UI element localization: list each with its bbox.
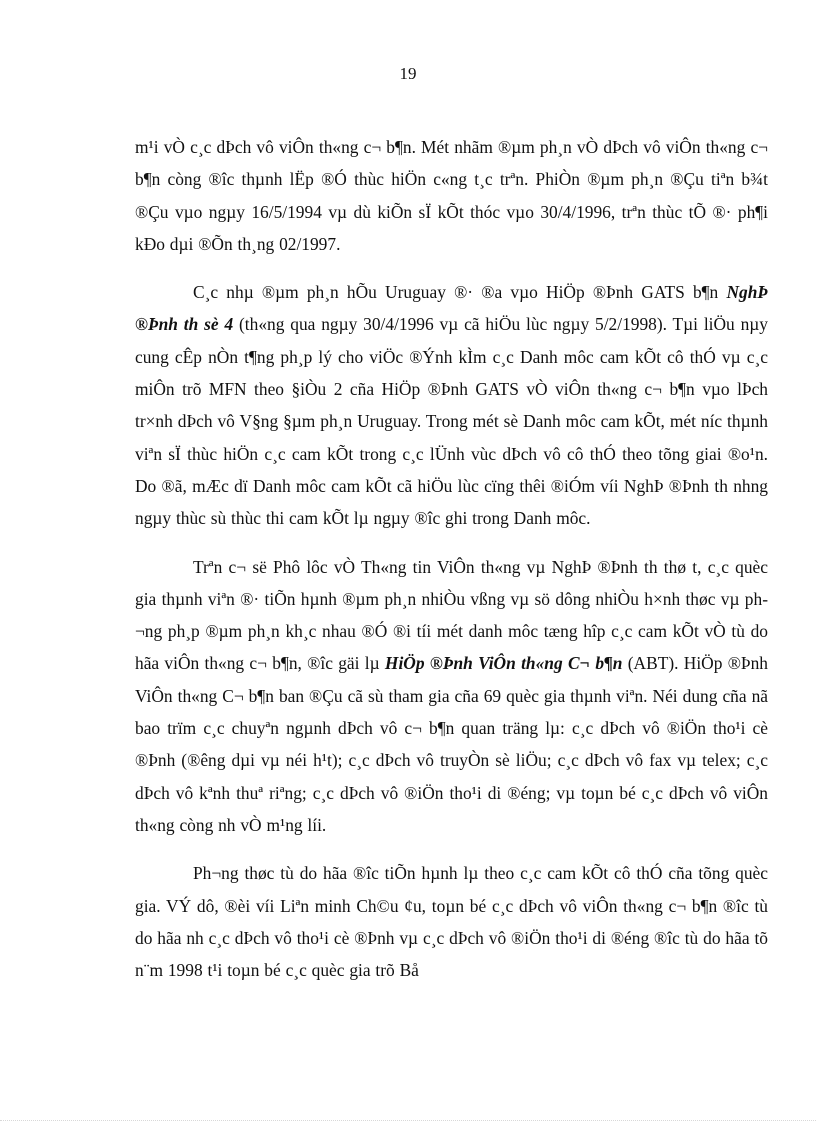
paragraph-3 xyxy=(135,551,768,842)
paragraph-3-text-a: Trªn c¬ së Phô lôc vÒ Th«ng tin ViÔn th«ng vµ NghÞ ®Þnh th thø t, c¸c quèc gia thµnh viªn ®· tiÕn hµnh ®µm ph¸n nhiÒu vßng vµ sö dông nhiÒu h×nh thøc vµ ph¬ng ph¸p ®µm ph¸n kh¸c nhau ®Ó ®i tíi mét danh môc tæng hîp c¸c cam kÕt vÒ tù do hãa viÔn th«ng c¬ b¶n, ®îc gäi lµ xyxy=(135,556,768,674)
paragraph-1 xyxy=(135,131,768,260)
paragraph-1-text: m¹i vÒ c¸c dÞch vô viÔn th«ng c¬ b¶n. Mét nhãm ®µm ph¸n vÒ dÞch vô viÔn th«ng c¬ b¶n còng ®îc thµnh lËp ®Ó thùc hiÖn c«ng t¸c trªn. PhiÒn ®µm ph¸n ®Çu tiªn b¾t ®Çu vµo ngµy 16/5/1994 vµ dù kiÕn sÏ kÕt thóc vµo 30/4/1996, trªn thùc tÕ ®· ph¶i kÐo dµi ®Õn th¸ng 02/1997. xyxy=(135,137,768,254)
emphasized-agreement-title: HiÖp ®Þnh ViÔn th«ng C¬ b¶n xyxy=(384,653,623,674)
paragraph-4 xyxy=(135,857,768,986)
paragraph-3-text-b: (ABT). HiÖp ®Þnh ViÔn th«ng C¬ b¶n ban ®Çu cã sù tham gia cña 69 quèc gia thµnh viªn. Néi dung cña nã bao trïm c¸c chuyªn ngµnh dÞch vô c¬ b¶n quan träng lµ: c¸c dÞch vô ®iÖn tho¹i cè ®Þnh (®êng dµi vµ néi h¹t); c¸c dÞch vô truyÒn sè liÖu; c¸c dÞch vô fax vµ telex; c¸c dÞch vô kªnh thuª riªng; c¸c dÞch vô ®iÖn tho¹i di ®éng; vµ toµn bé c¸c dÞch vô viÔn th«ng còng nh vÒ m¹ng líi. xyxy=(135,653,768,835)
paragraph-2 xyxy=(135,276,768,534)
body-text xyxy=(135,131,768,1002)
paragraph-2-text-b: (th«ng qua ngµy 30/4/1996 vµ cã hiÖu lùc ngµy 5/2/1998). Tµi liÖu nµy cung cÊp nÒn t¶ng ph¸p lý cho viÖc ®Ýnh kÌm c¸c Danh môc cam kÕt cô thÓ vµ c¸c miÔn trõ MFN theo §iÒu 2 cña HiÖp ®Þnh GATS vÒ viÔn th«ng c¬ b¶n vµo lÞch tr×nh dÞch vô V§ng §µm ph¸n Uruguay. Trong mét sè Danh môc cam kÕt, mét níc thµnh viªn sÏ thùc hiÖn c¸c cam kÕt trong c¸c lÜnh vùc dÞch vô cô thÓ theo tõng giai ®o¹n. Do ®ã, mÆc dï Danh môc cam kÕt cã hiÖu lùc cïng thêi ®iÓm víi NghÞ ®Þnh th nhng ngµy thùc sù thùc thi cam kÕt lµ ngµy ®îc ghi trong Danh môc. xyxy=(135,314,769,529)
paragraph-4-text: Ph¬ng thøc tù do hãa ®îc tiÕn hµnh lµ theo c¸c cam kÕt cô thÓ cña tõng quèc gia. VÝ dô, ®èi víi Liªn minh Ch©u ¢u, toµn bé c¸c dÞch vô viÔn th«ng c¬ b¶n ®îc tù do hãa nh c¸c dÞch vô tho¹i cè ®Þnh vµ c¸c dÞch vô ®iÖn tho¹i di ®éng ®îc tù do hãa tõ n¨m 1998 t¹i toµn bé c¸c quèc gia trõ Bå xyxy=(135,863,768,981)
paragraph-2-text-a: C¸c nhµ ®µm ph¸n hÕu Uruguay ®· ®a vµo HiÖp ®Þnh GATS b¶n xyxy=(193,282,727,303)
emphasized-protocol-title: NghÞ ®Þnh th sè 4 xyxy=(135,282,768,335)
page-number: 19 xyxy=(399,64,417,83)
page-bottom-divider xyxy=(0,1120,816,1121)
